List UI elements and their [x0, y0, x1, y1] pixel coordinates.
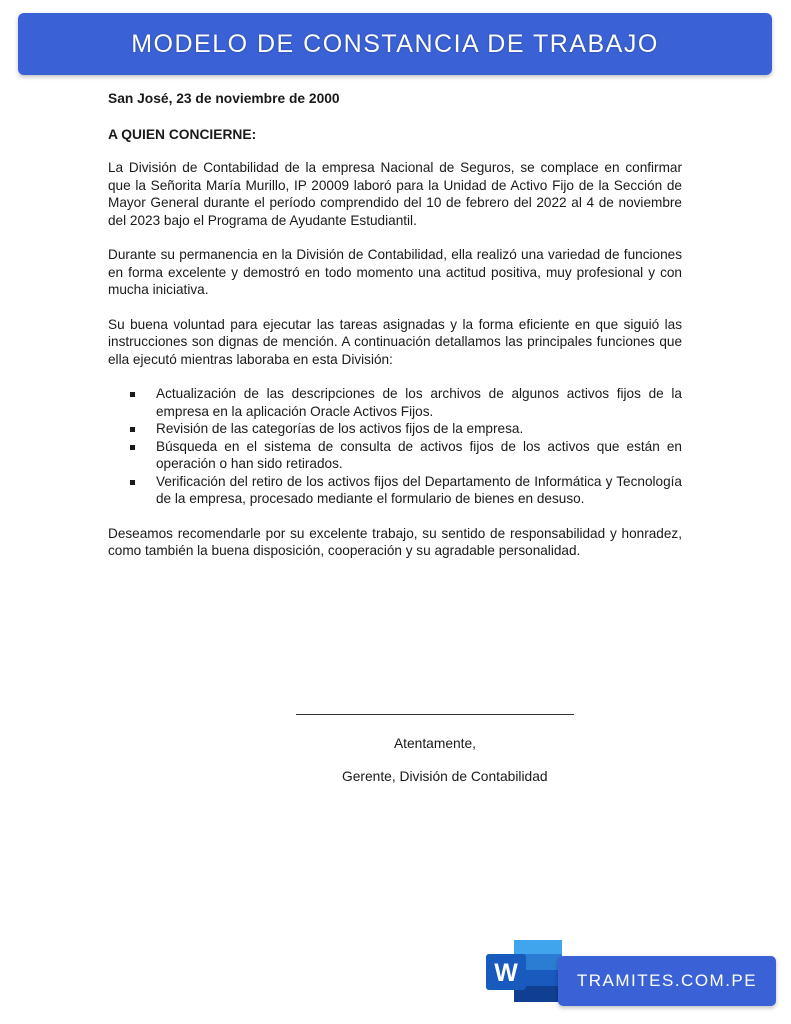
- paragraph-intro: La División de Contabilidad de la empresa Nacional de Seguros, se complace en confirmar que la Señorita María Murillo, IP 20009 laboró para la Unidad de Activo Fijo de la Sección de Mayor General durante el período comprendido del 10 de febrero del 2022 al 4 de noviembre del 2023 bajo el Programa de Ayudante Estudiantil.: [108, 160, 682, 228]
- list-item-text: Búsqueda en el sistema de consulta de activos fijos de los activos que están en operación o han sido retirados.: [156, 438, 682, 471]
- paragraph-recommendation: Deseamos recomendarle por su excelente trabajo, su sentido de responsabilidad y honradez, como también la buena disposición, cooperación y su agradable personalidad.: [108, 525, 682, 558]
- site-name: TRAMITES.COM.PE: [576, 971, 758, 990]
- list-item: [108, 420, 682, 438]
- list-item-text: Verificación del retiro de los activos fijos del Departamento de Informática y Tecnología de la empresa, procesado mediante el formulario de bienes en desuso.: [156, 473, 682, 506]
- salutation: A QUIEN CONCIERNE:: [108, 126, 257, 142]
- paragraph-functions: Su buena voluntad para ejecutar las tareas asignadas y la forma eficiente en que siguió las instrucciones son dignas de mención. A continuación detallamos las principales funciones que ella ejecutó mientras laboraba en esta División:: [108, 316, 682, 367]
- signer-title: Gerente, División de Contabilidad: [342, 769, 548, 784]
- bullet-icon: [130, 445, 135, 450]
- functions-list: [108, 385, 682, 508]
- bullet-icon: [130, 392, 135, 397]
- document-title: MODELO DE CONSTANCIA DE TRABAJO: [131, 29, 659, 58]
- word-logo-letter: W: [494, 959, 518, 987]
- list-item-text: Actualización de las descripciones de los archivos de algunos activos fijos de la empresa en la aplicación Oracle Activos Fijos.: [156, 386, 682, 419]
- valediction: Atentamente,: [393, 736, 477, 751]
- date-line: San José, 23 de noviembre de 2000: [108, 91, 340, 106]
- letter-body: [108, 90, 682, 577]
- list-item: [108, 438, 682, 473]
- bullet-icon: [130, 427, 135, 432]
- paragraph-performance: Durante su permanencia en la División de Contabilidad, ella realizó una variedad de funciones en forma excelente y demostró en todo momento una actitud positiva, muy profesional y con mucha iniciativa.: [108, 247, 682, 297]
- list-item: [108, 385, 682, 420]
- bullet-icon: [130, 480, 135, 485]
- site-banner: [558, 956, 776, 1006]
- list-item-text: Revisión de las categorías de los activos fijos de la empresa.: [156, 421, 524, 436]
- list-item: [108, 473, 682, 508]
- signature-line: [296, 714, 574, 715]
- title-banner: [18, 13, 772, 75]
